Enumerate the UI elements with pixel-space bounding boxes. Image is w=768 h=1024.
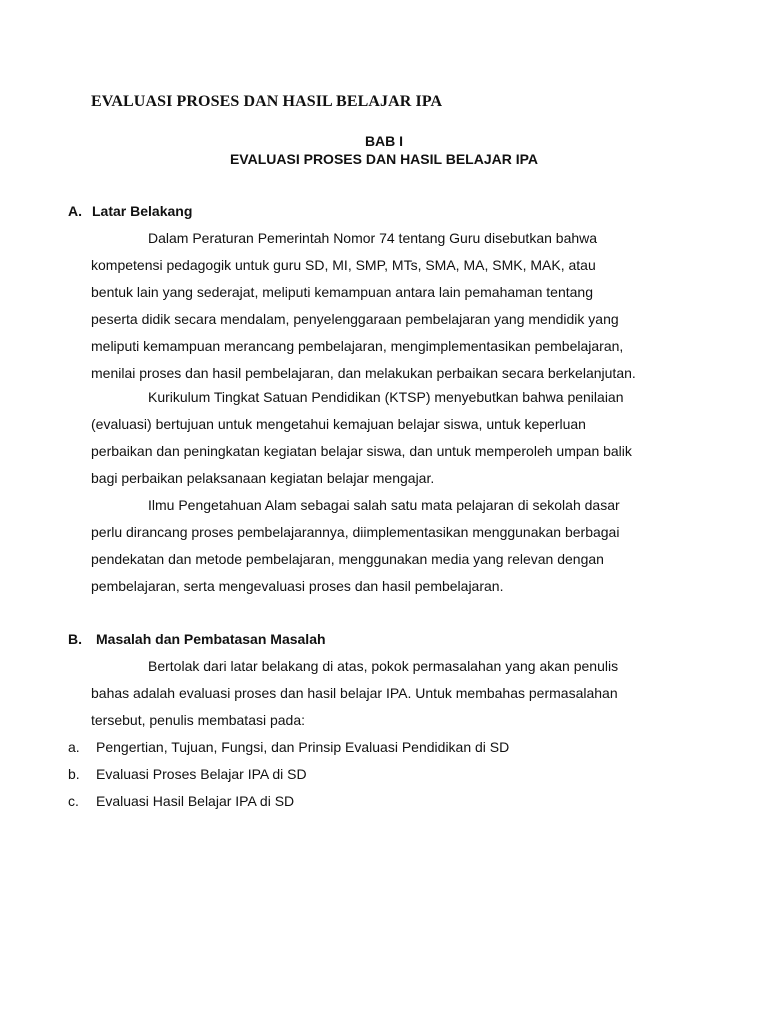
chapter-number: BAB I [364, 133, 404, 149]
list-item [68, 793, 294, 809]
list-marker: a. [68, 739, 80, 755]
section-a-title: Latar Belakang [92, 203, 193, 219]
paragraph-line: menilai proses dan hasil pembelajaran, dan melakukan perbaikan secara berkelanjutan. [91, 365, 636, 381]
paragraph-line: pendekatan dan metode pembelajaran, menggunakan media yang relevan dengan [91, 551, 604, 567]
paragraph-line: Kurikulum Tingkat Satuan Pendidikan (KTSP) menyebutkan bahwa penilaian [148, 389, 624, 405]
list-text: Pengertian, Tujuan, Fungsi, dan Prinsip Evaluasi Pendidikan di SD [96, 739, 510, 755]
list-text: Evaluasi Hasil Belajar IPA di SD [96, 793, 295, 809]
paragraph-line: pembelajaran, serta mengevaluasi proses dan hasil pembelajaran. [91, 578, 504, 594]
list-marker: c. [68, 793, 79, 809]
paragraph-line: Dalam Peraturan Pemerintah Nomor 74 tentang Guru disebutkan bahwa [148, 230, 598, 246]
paragraph-line: bahas adalah evaluasi proses dan hasil belajar IPA. Untuk membahas permasalahan [91, 685, 618, 701]
paragraph-line: perbaikan dan peningkatan kegiatan belajar siswa, dan untuk memperoleh umpan balik [91, 443, 632, 459]
list-text: Evaluasi Proses Belajar IPA di SD [96, 766, 307, 782]
document-title: EVALUASI PROSES DAN HASIL BELAJAR IPA [91, 93, 443, 110]
list-marker: b. [68, 766, 80, 782]
paragraph-line: perlu dirancang proses pembelajarannya, diimplementasikan menggunakan berbagai [91, 524, 620, 540]
paragraph-line: tersebut, penulis membatasi pada: [91, 712, 306, 728]
section-b-heading [68, 631, 326, 647]
paragraph-line: kompetensi pedagogik untuk guru SD, MI, SMP, MTs, SMA, MA, SMK, MAK, atau [91, 257, 596, 273]
section-a-letter: A. [68, 203, 82, 219]
list-item [68, 766, 307, 782]
paragraph-line: bagi perbaikan pelaksanaan kegiatan belajar mengajar. [91, 470, 435, 486]
paragraph-line: peserta didik secara mendalam, penyelenggaraan pembelajaran yang mendidik yang [91, 311, 619, 327]
section-b-title: Masalah dan Pembatasan Masalah [96, 631, 326, 647]
paragraph-line: (evaluasi) bertujuan untuk mengetahui kemajuan belajar siswa, untuk keperluan [91, 416, 586, 432]
list-item [68, 739, 509, 755]
paragraph-line: Bertolak dari latar belakang di atas, pokok permasalahan yang akan penulis [148, 658, 619, 674]
section-b-letter: B. [68, 631, 82, 647]
chapter-title: EVALUASI PROSES DAN HASIL BELAJAR IPA [229, 151, 539, 167]
section-a-heading [68, 203, 192, 219]
paragraph-line: bentuk lain yang sederajat, meliputi kemampuan antara lain pemahaman tentang [91, 284, 593, 300]
paragraph-line: Ilmu Pengetahuan Alam sebagai salah satu mata pelajaran di sekolah dasar [148, 497, 620, 513]
paragraph-line: meliputi kemampuan merancang pembelajaran, mengimplementasikan pembelajaran, [91, 338, 624, 354]
